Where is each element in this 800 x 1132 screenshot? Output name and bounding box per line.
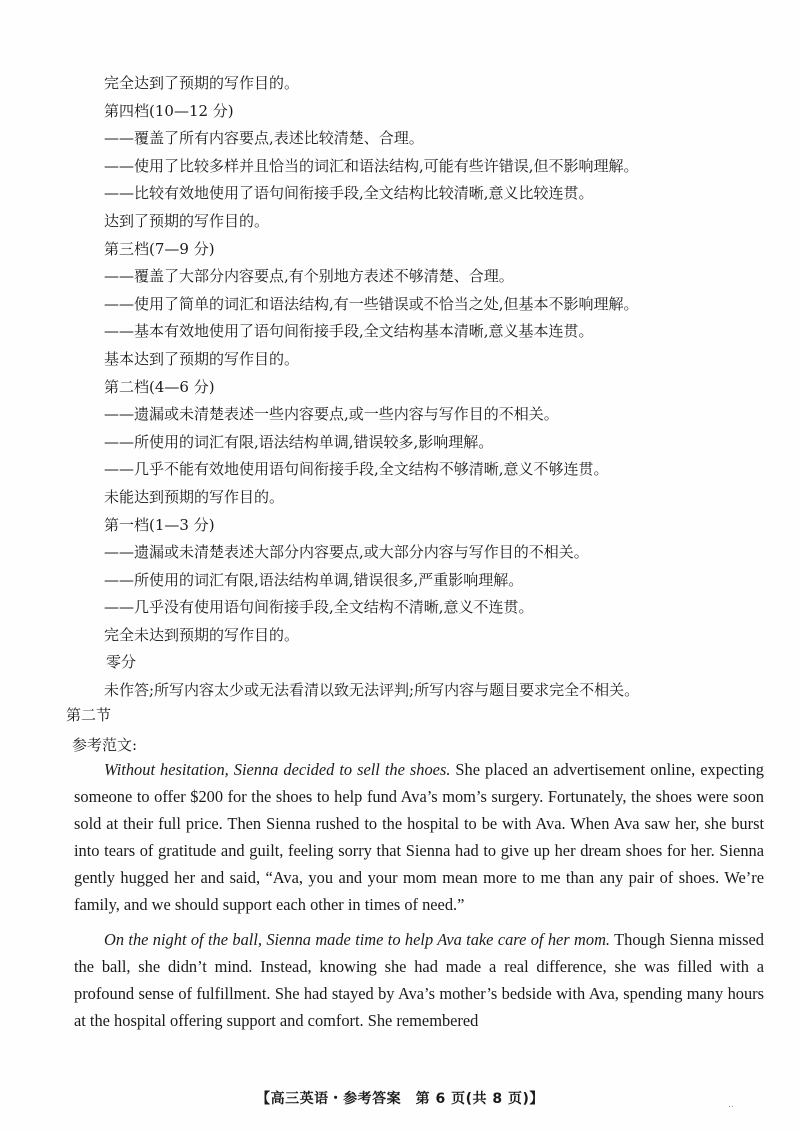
rubric-criterion: ——使用了简单的词汇和语法结构,有一些错误或不恰当之处,但基本不影响理解。	[104, 294, 639, 313]
rubric-criterion: ——所使用的词汇有限,语法结构单调,错误较多,影响理解。	[104, 432, 494, 451]
rubric-criterion: ——遗漏或未清楚表述一些内容要点,或一些内容与写作目的不相关。	[104, 405, 559, 424]
essay-paragraph	[74, 756, 764, 919]
paragraph-lead-sentence: Without hesitation, Sienna decided to sell the shoes.	[104, 760, 451, 779]
section-subtitle: 参考范文:	[72, 736, 138, 754]
rubric-criterion: ——覆盖了所有内容要点,表述比较清楚、合理。	[104, 129, 424, 148]
rubric-zero-heading: 零分	[106, 653, 137, 672]
rubric-level-heading: 第四档(10—12 分)	[104, 101, 234, 120]
rubric-criterion: ——遗漏或未清楚表述大部分内容要点,或大部分内容与写作目的不相关。	[104, 543, 589, 562]
rubric-conclusion: 完全未达到预期的写作目的。	[104, 625, 300, 644]
rubric-level-heading: 第二档(4—6 分)	[104, 377, 215, 396]
scoring-rubric	[104, 70, 744, 705]
rubric-level-heading: 第三档(7—9 分)	[104, 239, 215, 258]
rubric-conclusion: 达到了预期的写作目的。	[104, 211, 270, 230]
rubric-conclusion: 完全达到了预期的写作目的。	[104, 74, 300, 92]
rubric-conclusion: 基本达到了预期的写作目的。	[104, 349, 300, 368]
sample-essay	[74, 756, 764, 1041]
rubric-conclusion: 未作答;所写内容太少或无法看清以致无法评判;所写内容与题目要求完全不相关。	[104, 681, 640, 700]
page-footer: 【高三英语・参考答案 第 6 页(共 8 页)】	[256, 1091, 544, 1107]
rubric-conclusion: 未能达到预期的写作目的。	[104, 487, 285, 506]
rubric-criterion: ——使用了比较多样并且恰当的词汇和语法结构,可能有些许错误,但不影响理解。	[104, 156, 639, 175]
rubric-criterion: ——基本有效地使用了语句间衔接手段,全文结构基本清晰,意义基本连贯。	[104, 322, 594, 341]
footer-mark: ..	[728, 1100, 734, 1110]
paragraph-body: She placed an advertisement online, expecting someone to offer $200 for the shoes to help fund Ava’s mom’s surgery. Fortunately, the shoes were soon sold at their full price. Then Sienna rushed to the hospital to be with Ava. When Ava saw her, she burst into tears of gratitude and guilt, feeling sorry that Sienna had to give up her dream shoes for her. Sienna gently hugged her and said, “Ava, you and your mom mean more to me than any pair of shoes. We’re family, and we should support each other in times of need.”	[74, 760, 764, 915]
section-title: 第二节	[66, 706, 112, 724]
paragraph-lead-sentence: On the night of the ball, Sienna made time to help Ava take care of her mom.	[104, 929, 611, 949]
rubric-criterion: ——比较有效地使用了语句间衔接手段,全文结构比较清晰,意义比较连贯。	[104, 184, 594, 203]
rubric-criterion: ——所使用的词汇有限,语法结构单调,错误很多,严重影响理解。	[104, 570, 524, 589]
rubric-criterion: ——几乎没有使用语句间衔接手段,全文结构不清晰,意义不连贯。	[104, 598, 534, 617]
rubric-criterion: ——覆盖了大部分内容要点,有个别地方表述不够清楚、合理。	[104, 267, 514, 286]
paragraph-body: Though Sienna missed the ball, she didn’t mind. Instead, knowing she had made a real difference, she was filled with a profound sense of fulfillment. She had stayed by Ava’s mother’s bedside with Ava, spending many hours at the hospital offering support and comfort. She remembered	[74, 929, 764, 1030]
rubric-level-heading: 第一档(1—3 分)	[104, 515, 215, 534]
rubric-criterion: ——几乎不能有效地使用语句间衔接手段,全文结构不够清晰,意义不够连贯。	[104, 460, 609, 479]
essay-paragraph	[74, 926, 764, 1034]
